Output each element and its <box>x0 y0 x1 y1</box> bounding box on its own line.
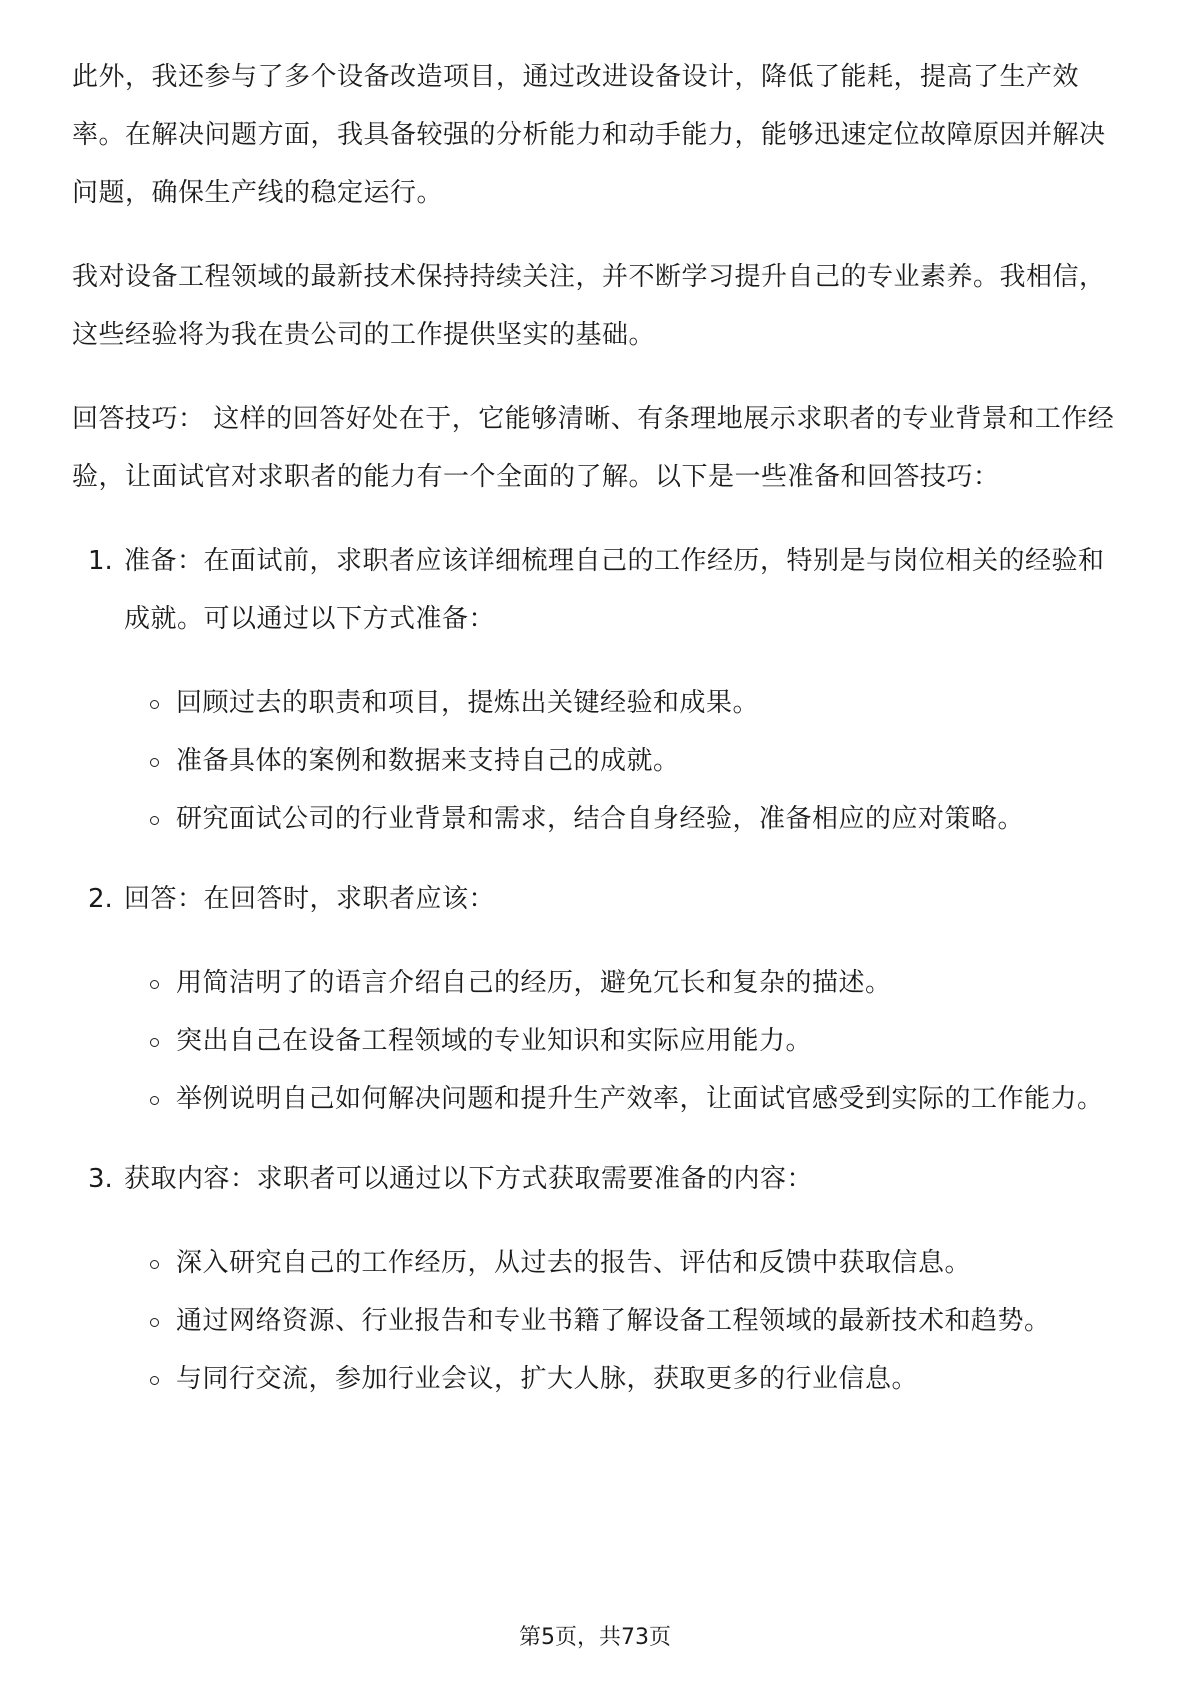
section-number: 3. <box>88 1164 113 1194</box>
list-item <box>124 674 1122 732</box>
section-number: 2. <box>88 884 113 914</box>
paragraph-tips: 回答技巧： 这样的回答好处在于，它能够清晰、有条理地展示求职者的专业背景和工作经验，让面试官对求职者的能力有一个全面的了解。以下是一些准备和回答技巧： <box>72 404 1115 492</box>
bullet-list <box>124 954 1122 1128</box>
list-item-text: 突出自己在设备工程领域的专业知识和实际应用能力。 <box>176 1026 813 1056</box>
bullet-list <box>124 1234 1122 1408</box>
list-item <box>124 732 1122 790</box>
list-item-text: 举例说明自己如何解决问题和提升生产效率，让面试官感受到实际的工作能力。 <box>176 1084 1104 1114</box>
list-item <box>124 1292 1122 1350</box>
tips-list <box>72 532 1122 1408</box>
list-item-text: 用简洁明了的语言介绍自己的经历，避免冗长和复杂的描述。 <box>176 968 892 998</box>
list-item-text: 研究面试公司的行业背景和需求，结合自身经验，准备相应的应对策略。 <box>176 804 1025 834</box>
circle-bullet-icon <box>150 700 159 709</box>
section-text: 回答：在回答时，求职者应该： <box>124 884 496 914</box>
paragraph-focus: 我对设备工程领域的最新技术保持持续关注，并不断学习提升自己的专业素养。我相信，这些经验将为我在贵公司的工作提供坚实的基础。 <box>72 262 1106 350</box>
list-item <box>124 1234 1122 1292</box>
list-item <box>124 954 1122 1012</box>
list-item-text: 回顾过去的职责和项目，提炼出关键经验和成果。 <box>176 688 760 718</box>
section-number: 1. <box>88 546 113 576</box>
circle-bullet-icon <box>150 816 159 825</box>
circle-bullet-icon <box>150 1376 159 1385</box>
circle-bullet-icon <box>150 758 159 767</box>
circle-bullet-icon <box>150 1038 159 1047</box>
document-body <box>72 48 1122 1430</box>
tips-section-prepare <box>72 532 1122 848</box>
section-text: 准备：在面试前，求职者应该详细梳理自己的工作经历，特别是与岗位相关的经验和成就。可以通过以下方式准备： <box>124 546 1105 634</box>
circle-bullet-icon <box>150 1096 159 1105</box>
tips-section-content <box>72 1150 1122 1408</box>
list-item-text: 通过网络资源、行业报告和专业书籍了解设备工程领域的最新技术和趋势。 <box>176 1306 1051 1336</box>
list-item-text: 深入研究自己的工作经历，从过去的报告、评估和反馈中获取信息。 <box>176 1248 972 1278</box>
list-item <box>124 790 1122 848</box>
page-number: 第5页，共73页 <box>519 1625 671 1650</box>
list-item <box>124 1012 1122 1070</box>
list-item-text: 与同行交流，参加行业会议，扩大人脉，获取更多的行业信息。 <box>176 1364 919 1394</box>
list-item <box>124 1350 1122 1408</box>
list-item <box>124 1070 1122 1128</box>
circle-bullet-icon <box>150 1318 159 1327</box>
section-text: 获取内容：求职者可以通过以下方式获取需要准备的内容： <box>124 1164 814 1194</box>
circle-bullet-icon <box>150 1260 159 1269</box>
circle-bullet-icon <box>150 980 159 989</box>
tips-section-answer <box>72 870 1122 1128</box>
paragraph-intro: 此外，我还参与了多个设备改造项目，通过改进设备设计，降低了能耗，提高了生产效率。在解决问题方面，我具备较强的分析能力和动手能力，能够迅速定位故障原因并解决问题，确保生产线的稳定运行。 <box>72 62 1106 208</box>
list-item-text: 准备具体的案例和数据来支持自己的成就。 <box>176 746 680 776</box>
bullet-list <box>124 674 1122 848</box>
